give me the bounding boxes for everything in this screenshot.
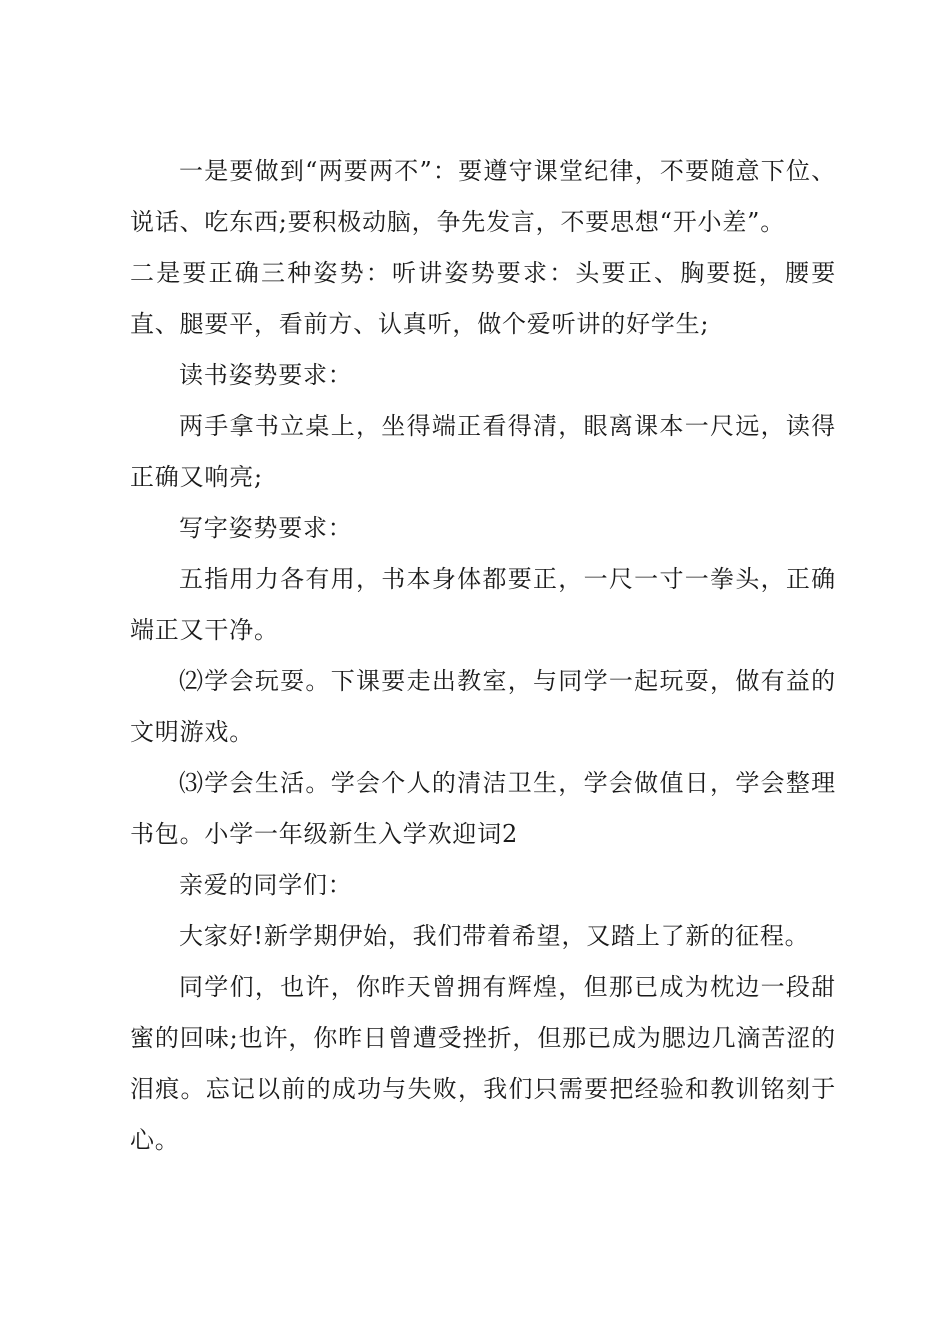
paragraph-3: 读书姿势要求： <box>179 361 353 389</box>
paragraph-4: 两手拿书立桌上，坐得端正看得清，眼离课本一尺远，读得正确又响亮; <box>130 412 836 491</box>
paragraph-5: 写字姿势要求： <box>179 514 353 542</box>
paragraph-2: 二是要正确三种姿势：听讲姿势要求：头要正、胸要挺，腰要直、腿要平，看前方、认真听，做个爱听讲的好学生; <box>130 259 836 338</box>
paragraph-11: 同学们，也许，你昨天曾拥有辉煌，但那已成为枕边一段甜蜜的回味;也许，你昨日曾遭受挫折，但那已成为腮边几滴苦涩的泪痕。忘记以前的成功与失败，我们只需要把经验和教训铭刻于心。 <box>130 973 836 1154</box>
paragraph-10: 大家好!新学期伊始，我们带着希望，又踏上了新的征程。 <box>179 922 810 950</box>
paragraph-6: 五指用力各有用，书本身体都要正，一尺一寸一拳头，正确端正又干净。 <box>130 565 836 644</box>
paragraph-7: ⑵学会玩耍。下课要走出教室，与同学一起玩耍，做有益的文明游戏。 <box>130 667 836 746</box>
document-body <box>130 146 836 1166</box>
paragraph-8: ⑶学会生活。学会个人的清洁卫生，学会做值日，学会整理书包。小学一年级新生入学欢迎词2 <box>130 769 836 848</box>
paragraph-9: 亲爱的同学们： <box>179 871 353 899</box>
paragraph-1: 一是要做到“两要两不”：要遵守课堂纪律，不要随意下位、说话、吃东西;要积极动脑，争先发言，不要思想“开小差”。 <box>130 157 836 236</box>
